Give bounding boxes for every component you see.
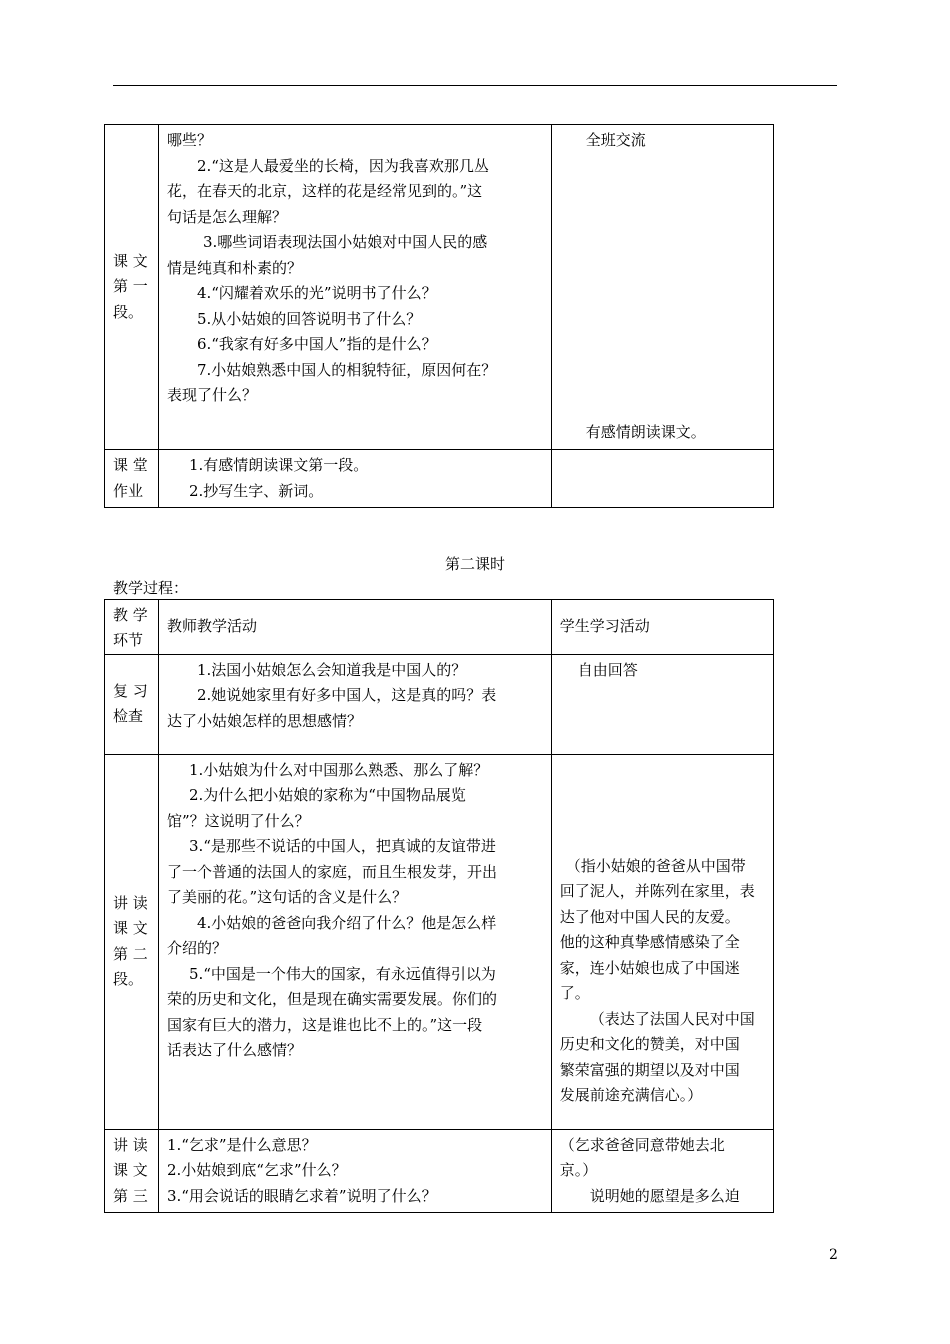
student-line: 说明她的愿望是多么迫 <box>589 1186 740 1205</box>
teacher-line: 5.从小姑娘的回答说明书了什么？ <box>196 309 422 328</box>
teacher-line: 6.“我家有好多中国人”指的是什么？ <box>196 335 437 353</box>
student-header-cell <box>551 600 773 655</box>
section-label: 作业 <box>113 481 144 500</box>
student-line: 他的这种真挚感情感染了全 <box>559 933 740 951</box>
teacher-line: 句话是怎么理解？ <box>166 207 287 226</box>
teacher-line: 3.“是那些不说话的中国人，把真诚的友谊带进 <box>188 837 496 855</box>
teacher-header-cell <box>158 600 551 655</box>
teacher-line: 3.哪些词语表现法国小姑娘对中国人民的感 <box>202 233 488 251</box>
teacher-line: 话表达了什么感情？ <box>166 1041 302 1059</box>
table-row <box>105 450 774 508</box>
section-cell <box>105 1129 159 1213</box>
teacher-line: 情是纯真和朴素的？ <box>166 258 302 277</box>
section-header-cell <box>105 600 159 655</box>
student-activity-cell <box>551 1129 773 1213</box>
teacher-line: 达了小姑娘怎样的思想感情？ <box>166 711 362 730</box>
page-number: 2 <box>829 1247 838 1263</box>
student-line: 了。 <box>559 984 590 1002</box>
teacher-line: 2.“这是人最爱坐的长椅，因为我喜欢那几丛 <box>196 156 489 175</box>
section-label: 复 习 <box>113 681 148 700</box>
teacher-line: 3.“用会说话的眼睛乞求着”说明了什么？ <box>166 1186 437 1205</box>
student-line: 有感情朗读课文。 <box>585 422 706 441</box>
student-line: 发展前途充满信心。） <box>559 1086 703 1104</box>
section-label: 课 文 <box>113 1161 148 1179</box>
teacher-line: 了一个普通的法国人的家庭，而且生根发芽，开出 <box>166 862 497 881</box>
student-line: 历史和文化的赞美，对中国 <box>559 1035 740 1053</box>
teacher-line: 1.“乞求”是什么意思？ <box>166 1135 317 1154</box>
table-row <box>105 654 774 754</box>
teacher-line: 4.“闪耀着欢乐的光”说明书了什么？ <box>196 284 437 302</box>
section-label: 第 二 <box>113 944 148 963</box>
section-label: 课 堂 <box>113 456 148 474</box>
table-row <box>105 754 774 1129</box>
teacher-line: 2.为什么把小姑娘的家称为“中国物品展览 <box>188 786 466 804</box>
section-label: 讲 读 <box>113 893 148 912</box>
student-line: 回了泥人，并陈列在家里，表 <box>559 882 755 900</box>
student-line: （表达了法国人民对中国 <box>589 1009 755 1028</box>
student-line: （指小姑娘的爸爸从中国带 <box>565 856 746 875</box>
section-label: 课 文 <box>113 919 148 937</box>
student-line: 达了他对中国人民的友爱。 <box>559 907 740 926</box>
teacher-line: 2.她说她家里有好多中国人，这是真的吗？表 <box>196 686 497 704</box>
student-line: 家，连小姑娘也成了中国迷 <box>559 958 740 977</box>
table-row <box>105 1129 774 1213</box>
teacher-line: 1.小姑娘为什么对中国那么熟悉、那么了解？ <box>188 760 489 779</box>
teacher-line: 介绍的？ <box>166 939 227 957</box>
teacher-line: 国家有巨大的潜力，这是谁也比不上的。”这一段 <box>166 1015 483 1034</box>
process-label: 教学过程： <box>113 579 189 597</box>
student-line: 繁荣富强的期望以及对中国 <box>559 1060 740 1079</box>
teacher-activity-cell <box>158 450 551 508</box>
section-label: 检查 <box>113 707 144 725</box>
table-row <box>105 125 774 450</box>
lesson-table-2 <box>104 599 774 1213</box>
teacher-activity-cell <box>158 1129 551 1213</box>
teacher-line: 花，在春天的北京，这样的花是经常见到的。”这 <box>166 182 483 200</box>
section-cell <box>105 754 159 1129</box>
section-label: 讲 读 <box>113 1135 148 1154</box>
section-cell <box>105 654 159 754</box>
section-header-label: 环节 <box>113 630 144 649</box>
student-header-label: 学生学习活动 <box>559 617 650 635</box>
teacher-activity-cell <box>158 754 551 1129</box>
section-label: 第 一 <box>113 277 148 296</box>
teacher-activity-cell <box>158 654 551 754</box>
student-line: 全班交流 <box>585 131 646 149</box>
teacher-line: 哪些？ <box>166 131 212 149</box>
header-rule <box>113 85 837 86</box>
teacher-line: 表现了什么？ <box>166 386 257 404</box>
student-line: 京。） <box>559 1161 598 1179</box>
table-header-row <box>105 600 774 655</box>
student-activity-cell <box>551 654 773 754</box>
section-cell <box>105 125 159 450</box>
teacher-line: 5.“中国是一个伟大的国家，有永远值得引以为 <box>188 964 496 983</box>
teacher-line: 馆”？这说明了什么？ <box>166 811 310 830</box>
student-activity-cell <box>551 754 773 1129</box>
student-line: 自由回答 <box>577 660 638 679</box>
section-header-label: 教 学 <box>113 606 148 624</box>
section-cell <box>105 450 159 508</box>
teacher-header-label: 教师教学活动 <box>166 617 257 635</box>
section-label: 段。 <box>113 302 144 321</box>
student-activity-cell <box>551 125 773 450</box>
section-label: 第 三 <box>113 1186 148 1205</box>
section-label: 段。 <box>113 970 144 988</box>
teacher-line: 2.小姑娘到底“乞求”什么？ <box>166 1161 347 1179</box>
lesson-title: 第二课时 <box>444 555 505 573</box>
teacher-line: 了美丽的花。”这句话的含义是什么？ <box>166 888 408 906</box>
teacher-line: 7.小姑娘熟悉中国人的相貌特征，原因何在？ <box>196 360 497 379</box>
teacher-line: 1.法国小姑娘怎么会知道我是中国人的？ <box>196 660 467 679</box>
student-activity-cell <box>551 450 773 508</box>
lesson-table-1 <box>104 124 774 508</box>
student-line: （乞求爸爸同意带她去北 <box>559 1135 725 1154</box>
teacher-activity-cell <box>158 125 551 450</box>
teacher-line: 1.有感情朗读课文第一段。 <box>188 456 369 474</box>
teacher-line: 4.小姑娘的爸爸向我介绍了什么？他是怎么样 <box>196 913 497 932</box>
section-label: 课 文 <box>113 251 148 270</box>
teacher-line: 荣的历史和文化，但是现在确实需要发展。你们的 <box>166 990 497 1008</box>
teacher-line: 2.抄写生字、新词。 <box>188 481 324 500</box>
